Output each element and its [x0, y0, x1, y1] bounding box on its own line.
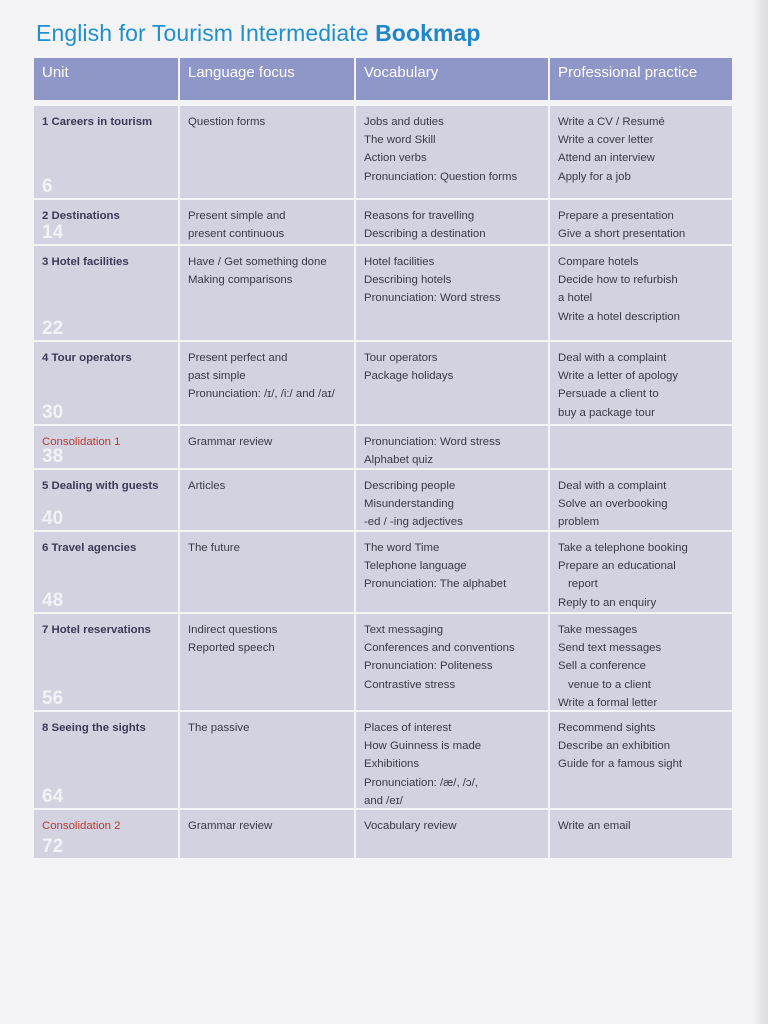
header-unit: Unit: [34, 58, 180, 100]
page-number: 48: [42, 589, 64, 611]
unit-title: 6 Travel agencies: [42, 542, 137, 554]
unit-title: Consolidation 1: [42, 436, 121, 448]
professional-practice-line: Attend an interview: [558, 152, 655, 165]
vocabulary-line: Describing people: [364, 480, 456, 492]
page-number: 56: [42, 687, 64, 709]
professional-practice-line: Guide for a famous sight: [558, 758, 683, 771]
professional-practice-line: problem: [558, 516, 600, 529]
language-focus-line: Present simple and: [188, 210, 286, 222]
professional-practice-cell: [550, 470, 732, 530]
unit-cell: [34, 246, 180, 340]
vocabulary-cell: [356, 426, 550, 468]
table-row: [34, 426, 732, 470]
table-row: [34, 614, 732, 712]
language-focus-cell: [180, 810, 356, 858]
language-focus-line: Grammar review: [188, 820, 273, 832]
vocabulary-line: Pronunciation: Question forms: [364, 170, 518, 183]
page-number: 40: [42, 507, 64, 529]
vocabulary-line: How Guinness is made: [364, 740, 482, 753]
table-row: [34, 200, 732, 246]
professional-practice-line: report: [568, 578, 598, 591]
language-focus-cell: [180, 426, 356, 468]
professional-practice-cell: [550, 810, 732, 858]
professional-practice-cell: [550, 106, 732, 198]
vocabulary-line: Vocabulary review: [364, 820, 457, 832]
professional-practice-line: Deal with a complaint: [558, 480, 667, 492]
title-prefix: English for Tourism Intermediate: [36, 20, 369, 46]
vocabulary-line: Jobs and duties: [364, 116, 444, 128]
page-number: 38: [42, 445, 64, 467]
professional-practice-line: Recommend sights: [558, 722, 656, 734]
table-row: [34, 712, 732, 810]
vocabulary-line: Alphabet quiz: [364, 454, 434, 467]
language-focus-line: Indirect questions: [188, 624, 278, 636]
language-focus-cell: [180, 246, 356, 340]
vocabulary-line: The word Time: [364, 542, 440, 554]
unit-cell: [34, 426, 180, 468]
professional-practice-line: Prepare a presentation: [558, 210, 674, 222]
vocabulary-cell: [356, 532, 550, 612]
professional-practice-line: Give a short presentation: [558, 228, 686, 241]
page-number: 30: [42, 401, 64, 423]
vocabulary-cell: [356, 106, 550, 198]
vocabulary-line: Reasons for travelling: [364, 210, 475, 222]
vocabulary-line: Package holidays: [364, 370, 454, 383]
table-row: [34, 342, 732, 426]
language-focus-line: Have / Get something done: [188, 256, 327, 268]
table-row: [34, 106, 732, 200]
header-language-focus: Language focus: [180, 58, 356, 100]
title-bold: Bookmap: [375, 20, 481, 46]
page-number: 14: [42, 221, 64, 243]
vocabulary-line: Describing a destination: [364, 228, 486, 241]
vocabulary-line: Action verbs: [364, 152, 427, 165]
professional-practice-line: Reply to an enquiry: [558, 596, 657, 609]
professional-practice-line: Take a telephone booking: [558, 542, 688, 554]
page-number: 72: [42, 835, 64, 857]
vocabulary-cell: [356, 614, 550, 710]
professional-practice-line: venue to a client: [568, 678, 651, 691]
professional-practice-line: Apply for a job: [558, 170, 631, 183]
vocabulary-cell: [356, 810, 550, 858]
page-number: 64: [42, 785, 64, 807]
professional-practice-cell: [550, 712, 732, 808]
vocabulary-line: Places of interest: [364, 722, 452, 734]
unit-title: Consolidation 2: [42, 820, 121, 832]
professional-practice-line: buy a package tour: [558, 406, 655, 419]
language-focus-line: Articles: [188, 480, 226, 492]
unit-cell: [34, 810, 180, 858]
professional-practice-cell: [550, 426, 732, 468]
vocabulary-line: Conferences and conventions: [364, 642, 515, 655]
language-focus-line: Grammar review: [188, 436, 273, 448]
vocabulary-line: -ed / -ing adjectives: [364, 516, 463, 529]
language-focus-line: The future: [188, 542, 240, 554]
vocabulary-line: and /eɪ/: [364, 794, 403, 807]
vocabulary-cell: [356, 246, 550, 340]
professional-practice-line: a hotel: [558, 292, 593, 305]
unit-title: 3 Hotel facilities: [42, 256, 129, 268]
unit-title: 5 Dealing with guests: [42, 480, 159, 492]
vocabulary-line: Pronunciation: Word stress: [364, 292, 501, 305]
language-focus-line: Making comparisons: [188, 274, 293, 287]
page-edge-shadow: [754, 0, 768, 1024]
language-focus-line: Question forms: [188, 116, 266, 128]
professional-practice-line: Write a CV / Resumé: [558, 116, 665, 128]
vocabulary-cell: [356, 470, 550, 530]
language-focus-line: Present perfect and: [188, 352, 288, 364]
language-focus-line: Reported speech: [188, 642, 275, 655]
professional-practice-line: Write a formal letter: [558, 696, 658, 709]
professional-practice-line: Prepare an educational: [558, 560, 676, 573]
vocabulary-line: Describing hotels: [364, 274, 452, 287]
table-body: [34, 106, 732, 860]
professional-practice-line: Decide how to refurbish: [558, 274, 678, 287]
professional-practice-line: Write an email: [558, 820, 631, 832]
unit-cell: [34, 614, 180, 710]
professional-practice-line: Compare hotels: [558, 256, 639, 268]
language-focus-cell: [180, 470, 356, 530]
unit-cell: [34, 470, 180, 530]
table-row: [34, 246, 732, 342]
language-focus-line: past simple: [188, 370, 246, 383]
unit-cell: [34, 532, 180, 612]
unit-cell: [34, 200, 180, 244]
vocabulary-line: Pronunciation: The alphabet: [364, 578, 507, 591]
unit-cell: [34, 342, 180, 424]
language-focus-cell: [180, 614, 356, 710]
language-focus-cell: [180, 106, 356, 198]
professional-practice-cell: [550, 532, 732, 612]
language-focus-line: Pronunciation: /ɪ/, /i:/ and /aɪ/: [188, 388, 335, 401]
vocabulary-cell: [356, 712, 550, 808]
professional-practice-cell: [550, 614, 732, 710]
unit-title: 4 Tour operators: [42, 352, 132, 364]
professional-practice-line: Write a cover letter: [558, 134, 654, 147]
page-title: [36, 20, 481, 47]
professional-practice-line: Write a letter of apology: [558, 370, 679, 383]
vocabulary-cell: [356, 342, 550, 424]
unit-title: 2 Destinations: [42, 210, 120, 222]
language-focus-line: The passive: [188, 722, 250, 734]
vocabulary-line: Pronunciation: Word stress: [364, 436, 501, 448]
professional-practice-line: Write a hotel description: [558, 310, 680, 323]
table-header: [34, 58, 732, 100]
professional-practice-line: Take messages: [558, 624, 638, 636]
unit-cell: [34, 106, 180, 198]
unit-title: 1 Careers in tourism: [42, 116, 153, 128]
header-vocabulary: Vocabulary: [356, 58, 550, 100]
vocabulary-line: Text messaging: [364, 624, 444, 636]
page-number: 6: [42, 175, 53, 197]
table-row: [34, 532, 732, 614]
bookmap-table: [34, 58, 732, 860]
vocabulary-line: Pronunciation: Politeness: [364, 660, 493, 673]
professional-practice-cell: [550, 246, 732, 340]
header-professional-practice: Professional practice: [558, 64, 698, 81]
vocabulary-line: Misunderstanding: [364, 498, 454, 511]
vocabulary-line: Telephone language: [364, 560, 467, 573]
language-focus-cell: [180, 342, 356, 424]
table-row: [34, 810, 732, 860]
unit-title: 7 Hotel reservations: [42, 624, 151, 636]
vocabulary-line: Pronunciation: /æ/, /ɔ/,: [364, 776, 478, 789]
language-focus-cell: [180, 532, 356, 612]
page-number: 22: [42, 317, 64, 339]
language-focus-cell: [180, 712, 356, 808]
language-focus-cell: [180, 200, 356, 244]
vocabulary-line: Exhibitions: [364, 758, 420, 771]
unit-cell: [34, 712, 180, 808]
vocabulary-line: Hotel facilities: [364, 256, 435, 268]
language-focus-line: present continuous: [188, 228, 285, 241]
professional-practice-line: Persuade a client to: [558, 388, 659, 401]
vocabulary-line: Tour operators: [364, 352, 438, 364]
vocabulary-line: Contrastive stress: [364, 678, 456, 691]
professional-practice-line: Sell a conference: [558, 660, 647, 673]
professional-practice-line: Describe an exhibition: [558, 740, 671, 753]
vocabulary-line: The word Skill: [364, 134, 436, 147]
professional-practice-line: Solve an overbooking: [558, 498, 668, 511]
unit-title: 8 Seeing the sights: [42, 722, 146, 734]
professional-practice-line: Deal with a complaint: [558, 352, 667, 364]
professional-practice-cell: [550, 342, 732, 424]
professional-practice-cell: [550, 200, 732, 244]
vocabulary-cell: [356, 200, 550, 244]
table-row: [34, 470, 732, 532]
professional-practice-line: Send text messages: [558, 642, 662, 655]
